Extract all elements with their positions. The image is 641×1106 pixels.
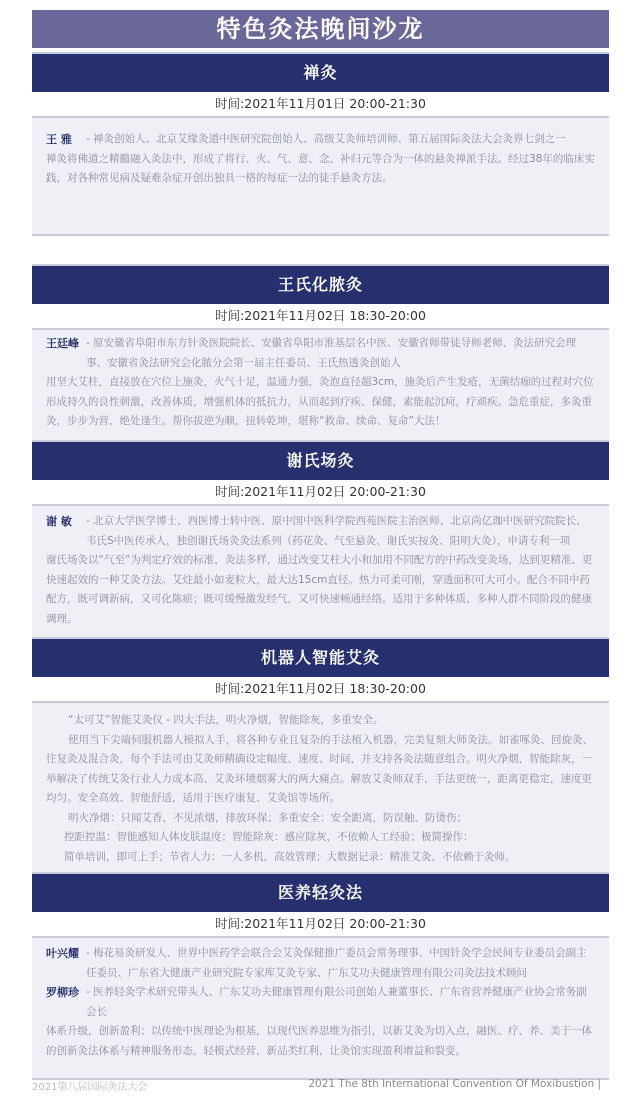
dash: - (86, 947, 94, 959)
feature-line: 控距控温：智能感知人体皮肤温度；智能除灰：感应除灰，不依赖人工经验；极简操作： (64, 831, 474, 843)
speaker-bio: 北京大学医学博士、西医博士转中医、原中国中医科学院西苑医院主治医师、北京尚亿珈中医研究院院长、韦氏S中医传承人，独创谢氏场灸灸法系列（药花灸、气至悬灸、谢氏实按灸、阳明大灸），申请专利一项 (86, 515, 587, 547)
speaker (46, 334, 595, 373)
speaker (46, 983, 595, 1022)
section-description: 谢氏场灸以“气至”为判定疗效的标准，灸法多样，通过改变艾柱大小和加用不同配方的中药改变灸场，达到更精准、更快速起效的一种艾灸方法。艾炷最小如麦粒大，最大达15cm直径。热力可柔可刚，穿透面积可大可小。配合不同中药配方，既可调新病，又可化陈瘀；既可缓慢激发经气，又可快速畅通经络。适用于多种体质、多种人群不同阶段的健康调理。 (46, 554, 593, 625)
dash: - (86, 515, 94, 527)
product-description: 使用当下尖端伺服机器人模拟人手，将各种专业且复杂的手法植入机器，完美复刻大师灸法。如雀啄灸、回旋灸、往复灸及混合灸，每个手法可由艾灸师精确设定幅度、速度、时间，并支持各灸法随意组合。明火净烟，智能除灰，一举解决了传统艾灸行业人力成本高、艾灸环境烟雾大的两大痛点。解放艾灸师双手，手法更统一，距离更稳定，速度更均匀。安全高效、智能舒适，适用于医疗康复、艾灸馆等场所。 (46, 733, 593, 804)
footer-right-text: 2021 The 8th International Convention Of Moxibustion | (308, 1078, 601, 1090)
section-title: 禅灸 (32, 52, 609, 92)
section-time: 时间:2021年11月02日 20:00-21:30 (32, 480, 609, 506)
poster (32, 10, 609, 51)
section-title: 谢氏场灸 (32, 440, 609, 480)
section-body (32, 118, 609, 236)
section-description: 禅灸将佛道之精髓融入灸法中，形成了将行、火、气、意、念、补归元等合为一体的悬灸禅派手法。经过38年的临床实践，对各种常见病及疑难杂症开创出独具一格的每症一法的徒手悬灸方法。 (46, 152, 595, 184)
dash: - (86, 986, 94, 998)
speaker (46, 130, 595, 150)
speaker-name: 罗柳珍 (46, 986, 79, 999)
speaker-name: 王廷峰 (46, 337, 79, 350)
section-body (32, 938, 609, 1080)
section-body (32, 703, 609, 879)
section-body (32, 506, 609, 640)
footer (32, 1078, 609, 1094)
speaker-bio: 原安徽省阜阳市东方针灸医院院长、安徽省阜阳市淮基层名中医、安徽省师带徒导师老师、灸法研究会理事、安徽省灸法研究会化脓分会第一届主任委员、王氏热透灸创始人 (86, 337, 577, 369)
speaker-bio: 禅灸创始人、北京艾缘灸道中医研究院创始人、高级艾灸师培训师、第五届国际灸法大会灸界七剑之一 (93, 133, 566, 145)
section-time: 时间:2021年11月02日 20:00-21:30 (32, 912, 609, 938)
speaker-name: 叶兴耀 (46, 947, 79, 960)
section-title: 王氏化脓灸 (32, 264, 609, 304)
speaker (46, 944, 595, 983)
section-description: 用坚大艾柱，直接放在穴位上施灸，火气十足，温通力强，灸泡直径超3cm，施灸后产生发疮，无菌结痂的过程对穴位形成持久的良性刺激，改善体质，增强机体的抵抗力，从而起到疗疾、保健，素能起沉疴，疗顽疾。急危重症，多灸重灸，步步为营，绝处逢生。帮你拔逆为顺，扭转乾坤，堪称“救命、续命、复命”大法！ (46, 376, 594, 427)
speaker-bio: 医养轻灸学术研究带头人、广东艾功夫健康管理有限公司创始人兼董事长、广东省营养健康产业协会常务副会长 (86, 986, 587, 1018)
section-title: 医养轻灸法 (32, 872, 609, 912)
feature-line: 简单培训，即可上手；节省人力：一人多机，高效管理；大数据记录：精准艾灸，不依赖于灸师。 (64, 850, 516, 863)
speaker-name: 谢 敏 (46, 515, 72, 528)
speaker-bio: 梅花易灸研发人、世界中医药学会联合会艾灸保健推广委员会常务理事、中国针灸学会民间专业委员会副主任委员、广东省大健康产业研究院专家库艾灸专家、广东艾功夫健康管理有限公司灸法技术顾问 (86, 947, 587, 979)
section-description: 体系升级，创新盈利；以传统中医理论为根基，以现代医养思维为指引，以新艾灸为切入点，融医、疗、养、美于一体的创新灸法体系与精神服务形态，轻模式经营，新品类红利，让灸馆实现盈利增益和裂变。 (46, 1025, 592, 1057)
feature-line: 明火净烟：只闻艾香，不见浓烟，排放环保；多重安全：安全距离，防误触、防烫伤； (68, 811, 467, 824)
dash: - (86, 337, 94, 349)
speaker-name: 王 雅 (46, 133, 72, 146)
footer-left-text: 2021第八届国际灸法大会 (32, 1082, 148, 1093)
section-title: 机器人智能艾灸 (32, 637, 609, 677)
main-title: 特色灸法晚间沙龙 (32, 10, 609, 51)
speaker (46, 512, 595, 551)
dash: - (86, 133, 94, 145)
section-time: 时间:2021年11月02日 18:30-20:00 (32, 677, 609, 703)
section-time: 时间:2021年11月01日 20:00-21:30 (32, 92, 609, 118)
section-time: 时间:2021年11月02日 18:30-20:00 (32, 304, 609, 330)
product-headline: “太可艾”智能艾灸仪 - 四大手法，明火净烟，智能除灰，多重安全。 (68, 714, 384, 726)
section-body (32, 330, 609, 442)
